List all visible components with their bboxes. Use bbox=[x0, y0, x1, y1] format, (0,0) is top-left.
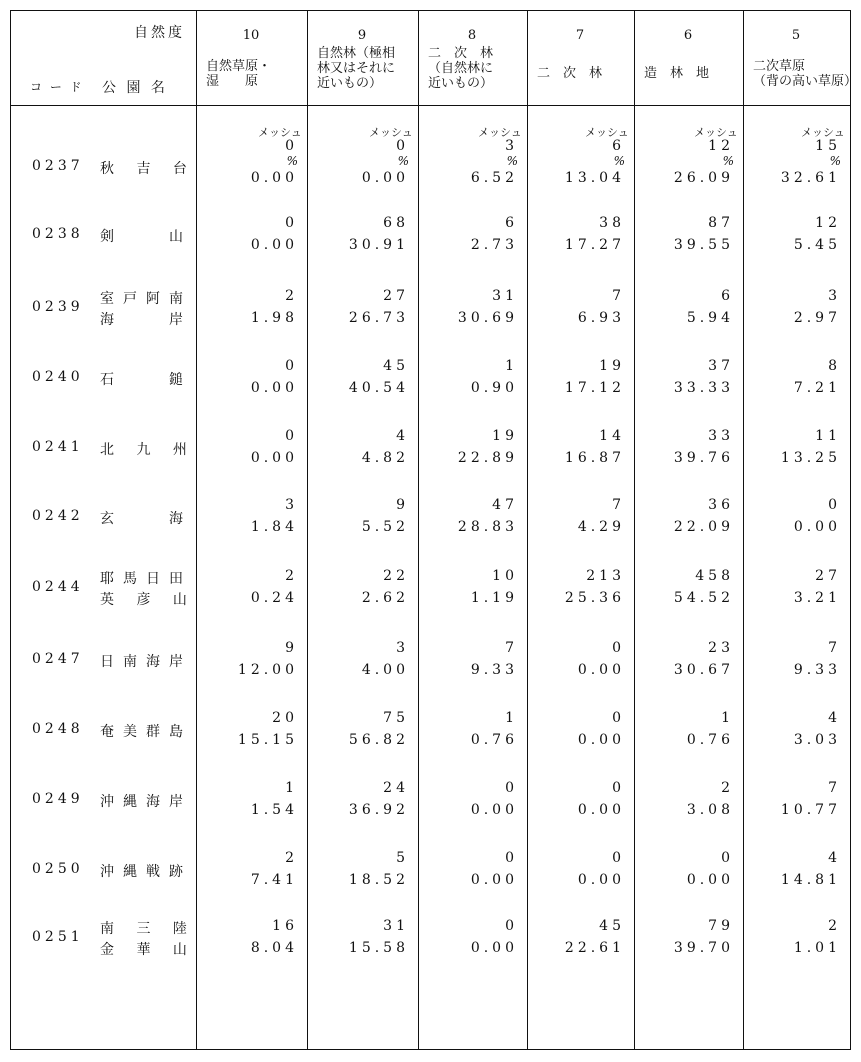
mesh-count: 16 bbox=[272, 918, 298, 934]
percent-value: 0.00 bbox=[470, 872, 518, 888]
column-divider bbox=[634, 10, 635, 1050]
mesh-count: 68 bbox=[383, 215, 409, 231]
mesh-count: 2 bbox=[285, 288, 298, 304]
percent-value: 56.82 bbox=[348, 732, 409, 748]
percent-value: 0.00 bbox=[250, 380, 298, 396]
header-divider bbox=[10, 105, 851, 106]
mesh-count: 213 bbox=[586, 568, 625, 584]
percent-value: 18.52 bbox=[348, 872, 409, 888]
column-label-line: 林又はそれに bbox=[317, 61, 396, 76]
mesh-count: 6 bbox=[505, 215, 518, 231]
mesh-count: 3 bbox=[285, 497, 298, 513]
percent-value: 0.00 bbox=[577, 662, 625, 678]
column-label-line: 二 次 林 bbox=[537, 66, 603, 81]
percent-value: 2.62 bbox=[361, 590, 409, 606]
mesh-count: 0 bbox=[612, 710, 625, 726]
percent-value: 26.09 bbox=[673, 170, 734, 186]
column-label-line: 自然草原・ bbox=[206, 59, 272, 74]
mesh-count: 0 bbox=[505, 850, 518, 866]
naturalness-degree: 10 bbox=[242, 28, 260, 43]
percent-value: 0.00 bbox=[361, 170, 409, 186]
percent-value: 1.84 bbox=[250, 519, 298, 535]
column-label-line: 湿 原 bbox=[206, 74, 259, 89]
mesh-count: 3 bbox=[828, 288, 841, 304]
mesh-count: 20 bbox=[272, 710, 298, 726]
naturalness-degree: 9 bbox=[357, 28, 367, 43]
mesh-count: 1 bbox=[505, 358, 518, 374]
percent-value: 22.61 bbox=[564, 940, 625, 956]
percent-value: 4.82 bbox=[361, 450, 409, 466]
percent-value: 0.00 bbox=[577, 872, 625, 888]
unit-mesh: メッシュ bbox=[369, 126, 413, 139]
unit-percent: % bbox=[722, 154, 734, 168]
percent-value: 0.00 bbox=[686, 872, 734, 888]
mesh-count: 27 bbox=[815, 568, 841, 584]
mesh-count: 0 bbox=[505, 780, 518, 796]
percent-value: 0.76 bbox=[470, 732, 518, 748]
mesh-count: 8 bbox=[828, 358, 841, 374]
mesh-count: 1 bbox=[505, 710, 518, 726]
park-code: 0238 bbox=[32, 226, 84, 242]
percent-value: 7.21 bbox=[793, 380, 841, 396]
percent-value: 12.00 bbox=[237, 662, 298, 678]
park-code: 0249 bbox=[32, 791, 84, 807]
mesh-count: 0 bbox=[285, 138, 298, 154]
column-divider bbox=[196, 10, 197, 1050]
mesh-count: 4 bbox=[828, 710, 841, 726]
unit-percent: % bbox=[829, 154, 841, 168]
mesh-count: 4 bbox=[828, 850, 841, 866]
park-name-header: 公 園 名 bbox=[102, 80, 168, 96]
percent-value: 15.58 bbox=[348, 940, 409, 956]
unit-percent: % bbox=[613, 154, 625, 168]
park-name: 沖縄戦跡 bbox=[100, 864, 192, 880]
percent-value: 54.52 bbox=[673, 590, 734, 606]
mesh-count: 2 bbox=[285, 568, 298, 584]
mesh-count: 2 bbox=[285, 850, 298, 866]
percent-value: 39.55 bbox=[673, 237, 734, 253]
park-name: 室戸阿南 bbox=[100, 291, 192, 307]
percent-value: 16.87 bbox=[564, 450, 625, 466]
percent-value: 14.81 bbox=[780, 872, 841, 888]
mesh-count: 79 bbox=[708, 918, 734, 934]
park-code: 0248 bbox=[32, 721, 84, 737]
park-name: 奄美群島 bbox=[100, 724, 192, 740]
mesh-count: 45 bbox=[383, 358, 409, 374]
mesh-count: 0 bbox=[612, 640, 625, 656]
mesh-count: 0 bbox=[505, 918, 518, 934]
percent-value: 39.70 bbox=[673, 940, 734, 956]
mesh-count: 7 bbox=[612, 288, 625, 304]
percent-value: 30.91 bbox=[348, 237, 409, 253]
mesh-count: 1 bbox=[721, 710, 734, 726]
mesh-count: 7 bbox=[828, 640, 841, 656]
percent-value: 22.09 bbox=[673, 519, 734, 535]
mesh-count: 19 bbox=[599, 358, 625, 374]
mesh-count: 9 bbox=[396, 497, 409, 513]
percent-value: 9.33 bbox=[793, 662, 841, 678]
mesh-count: 31 bbox=[383, 918, 409, 934]
percent-value: 13.25 bbox=[780, 450, 841, 466]
percent-value: 0.00 bbox=[250, 450, 298, 466]
percent-value: 2.73 bbox=[470, 237, 518, 253]
mesh-count: 7 bbox=[828, 780, 841, 796]
naturalness-header: 自然度 bbox=[134, 25, 185, 41]
percent-value: 0.00 bbox=[577, 732, 625, 748]
mesh-count: 47 bbox=[492, 497, 518, 513]
park-name: 耶馬日田 bbox=[100, 571, 192, 587]
mesh-count: 36 bbox=[708, 497, 734, 513]
percent-value: 1.54 bbox=[250, 802, 298, 818]
column-label-line: 二次草原 bbox=[753, 59, 806, 74]
mesh-count: 0 bbox=[285, 358, 298, 374]
percent-value: 5.94 bbox=[686, 310, 734, 326]
percent-value: 22.89 bbox=[457, 450, 518, 466]
mesh-count: 75 bbox=[383, 710, 409, 726]
mesh-count: 0 bbox=[612, 850, 625, 866]
mesh-count: 6 bbox=[612, 138, 625, 154]
percent-value: 40.54 bbox=[348, 380, 409, 396]
mesh-count: 31 bbox=[492, 288, 518, 304]
column-label-line: 近いもの） bbox=[428, 76, 494, 91]
percent-value: 0.90 bbox=[470, 380, 518, 396]
percent-value: 5.45 bbox=[793, 237, 841, 253]
mesh-count: 24 bbox=[383, 780, 409, 796]
unit-mesh: メッシュ bbox=[801, 126, 845, 139]
park-name: 剣 山 bbox=[100, 229, 192, 245]
park-name: 玄 海 bbox=[100, 511, 192, 527]
column-label-line: 二 次 林 bbox=[428, 46, 494, 61]
percent-value: 2.97 bbox=[793, 310, 841, 326]
mesh-count: 10 bbox=[492, 568, 518, 584]
unit-mesh: メッシュ bbox=[478, 126, 522, 139]
mesh-count: 458 bbox=[695, 568, 734, 584]
mesh-count: 3 bbox=[396, 640, 409, 656]
mesh-count: 3 bbox=[505, 138, 518, 154]
percent-value: 5.52 bbox=[361, 519, 409, 535]
mesh-count: 12 bbox=[815, 215, 841, 231]
mesh-count: 22 bbox=[383, 568, 409, 584]
park-name: 沖縄海岸 bbox=[100, 794, 192, 810]
park-code: 0241 bbox=[32, 439, 84, 455]
mesh-count: 7 bbox=[505, 640, 518, 656]
percent-value: 4.29 bbox=[577, 519, 625, 535]
park-name: 金 華 山 bbox=[100, 942, 196, 958]
mesh-count: 2 bbox=[721, 780, 734, 796]
percent-value: 0.00 bbox=[793, 519, 841, 535]
percent-value: 3.21 bbox=[793, 590, 841, 606]
percent-value: 1.98 bbox=[250, 310, 298, 326]
code-header: コ ー ド bbox=[30, 80, 84, 94]
park-name: 日南海岸 bbox=[100, 654, 192, 670]
unit-mesh: メッシュ bbox=[694, 126, 738, 139]
mesh-count: 0 bbox=[828, 497, 841, 513]
mesh-count: 14 bbox=[599, 428, 625, 444]
naturalness-degree: 6 bbox=[683, 28, 693, 43]
park-code: 0240 bbox=[32, 369, 84, 385]
percent-value: 33.33 bbox=[673, 380, 734, 396]
mesh-count: 0 bbox=[285, 215, 298, 231]
percent-value: 0.24 bbox=[250, 590, 298, 606]
park-code: 0242 bbox=[32, 508, 84, 524]
unit-mesh: メッシュ bbox=[585, 126, 629, 139]
park-code: 0237 bbox=[32, 158, 84, 174]
mesh-count: 15 bbox=[815, 138, 841, 154]
percent-value: 17.27 bbox=[564, 237, 625, 253]
park-code: 0247 bbox=[32, 651, 84, 667]
percent-value: 32.61 bbox=[780, 170, 841, 186]
naturalness-degree: 5 bbox=[791, 28, 801, 43]
unit-mesh: メッシュ bbox=[258, 126, 302, 139]
percent-value: 15.15 bbox=[237, 732, 298, 748]
percent-value: 0.00 bbox=[250, 170, 298, 186]
park-name: 秋 吉 台 bbox=[100, 161, 196, 177]
park-code: 0239 bbox=[32, 299, 84, 315]
mesh-count: 23 bbox=[708, 640, 734, 656]
mesh-count: 4 bbox=[396, 428, 409, 444]
unit-percent: % bbox=[506, 154, 518, 168]
mesh-count: 33 bbox=[708, 428, 734, 444]
park-code: 0251 bbox=[32, 929, 84, 945]
percent-value: 30.67 bbox=[673, 662, 734, 678]
mesh-count: 5 bbox=[396, 850, 409, 866]
mesh-count: 9 bbox=[285, 640, 298, 656]
percent-value: 9.33 bbox=[470, 662, 518, 678]
park-name: 海 岸 bbox=[100, 312, 192, 328]
mesh-count: 87 bbox=[708, 215, 734, 231]
percent-value: 7.41 bbox=[250, 872, 298, 888]
percent-value: 1.01 bbox=[793, 940, 841, 956]
percent-value: 6.52 bbox=[470, 170, 518, 186]
percent-value: 0.00 bbox=[470, 802, 518, 818]
column-divider bbox=[307, 10, 308, 1050]
percent-value: 28.83 bbox=[457, 519, 518, 535]
percent-value: 10.77 bbox=[780, 802, 841, 818]
column-label-line: （自然林に bbox=[428, 61, 494, 76]
percent-value: 3.03 bbox=[793, 732, 841, 748]
percent-value: 0.76 bbox=[686, 732, 734, 748]
column-label-line: 造 林 地 bbox=[644, 66, 710, 81]
park-code: 0244 bbox=[32, 579, 84, 595]
percent-value: 39.76 bbox=[673, 450, 734, 466]
mesh-count: 0 bbox=[285, 428, 298, 444]
mesh-count: 37 bbox=[708, 358, 734, 374]
percent-value: 1.19 bbox=[470, 590, 518, 606]
park-name: 英 彦 山 bbox=[100, 592, 196, 608]
percent-value: 0.00 bbox=[577, 802, 625, 818]
mesh-count: 7 bbox=[612, 497, 625, 513]
percent-value: 26.73 bbox=[348, 310, 409, 326]
percent-value: 3.08 bbox=[686, 802, 734, 818]
naturalness-degree: 7 bbox=[575, 28, 585, 43]
park-name: 南 三 陸 bbox=[100, 921, 196, 937]
mesh-count: 45 bbox=[599, 918, 625, 934]
percent-value: 36.92 bbox=[348, 802, 409, 818]
unit-percent: % bbox=[286, 154, 298, 168]
percent-value: 17.12 bbox=[564, 380, 625, 396]
column-label-line: 近いもの） bbox=[317, 76, 383, 91]
park-name: 石 鎚 bbox=[100, 372, 192, 388]
percent-value: 13.04 bbox=[564, 170, 625, 186]
mesh-count: 0 bbox=[721, 850, 734, 866]
percent-value: 8.04 bbox=[250, 940, 298, 956]
park-name: 北 九 州 bbox=[100, 442, 196, 458]
naturalness-degree: 8 bbox=[467, 28, 477, 43]
percent-value: 0.00 bbox=[470, 940, 518, 956]
percent-value: 0.00 bbox=[250, 237, 298, 253]
mesh-count: 11 bbox=[815, 428, 841, 444]
mesh-count: 0 bbox=[396, 138, 409, 154]
mesh-count: 1 bbox=[285, 780, 298, 796]
percent-value: 30.69 bbox=[457, 310, 518, 326]
mesh-count: 38 bbox=[599, 215, 625, 231]
column-divider bbox=[527, 10, 528, 1050]
mesh-count: 2 bbox=[828, 918, 841, 934]
column-divider bbox=[418, 10, 419, 1050]
mesh-count: 0 bbox=[612, 780, 625, 796]
percent-value: 6.93 bbox=[577, 310, 625, 326]
park-code: 0250 bbox=[32, 861, 84, 877]
column-label-line: （背の高い草原） bbox=[753, 74, 858, 89]
mesh-count: 27 bbox=[383, 288, 409, 304]
column-label-line: 自然林（極相 bbox=[317, 46, 396, 61]
mesh-count: 12 bbox=[708, 138, 734, 154]
unit-percent: % bbox=[397, 154, 409, 168]
percent-value: 4.00 bbox=[361, 662, 409, 678]
mesh-count: 6 bbox=[721, 288, 734, 304]
mesh-count: 19 bbox=[492, 428, 518, 444]
percent-value: 25.36 bbox=[564, 590, 625, 606]
column-divider bbox=[743, 10, 744, 1050]
